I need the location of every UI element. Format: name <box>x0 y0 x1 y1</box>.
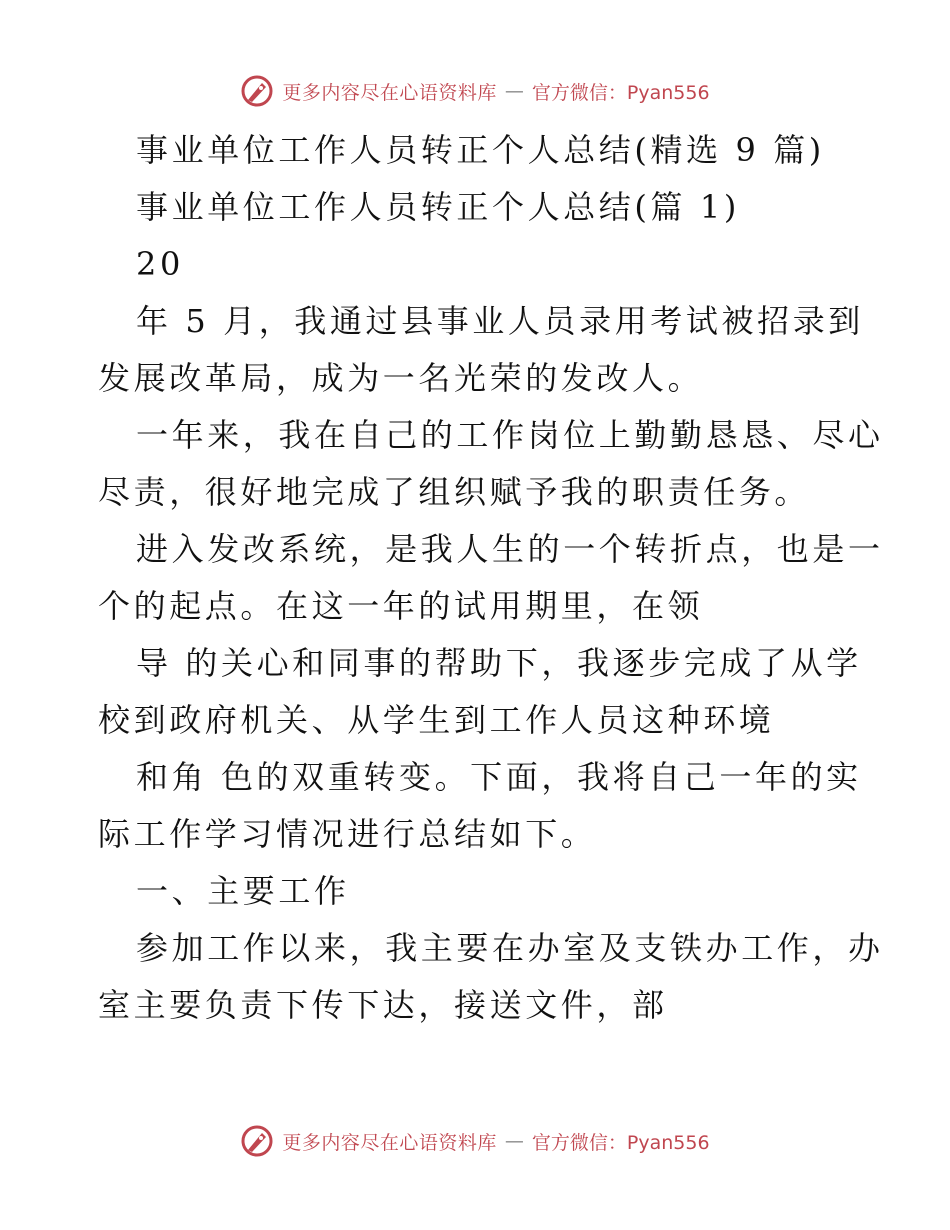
pen-nib-logo-icon <box>240 1124 274 1158</box>
document-line: 参加工作以来，我主要在办室及支铁办工作，办 <box>136 929 884 967</box>
header-watermark <box>0 74 950 108</box>
watermark-site-text: 更多内容尽在心语资料库 <box>282 1131 497 1154</box>
document-line: 事业单位工作人员转正个人总结(篇 1) <box>136 188 740 226</box>
footer-watermark <box>0 1124 950 1158</box>
document-line: 进入发改系统，是我人生的一个转折点，也是一 <box>136 530 884 568</box>
document-line: 和角 色的双重转变。下面，我将自己一年的实 <box>136 758 862 796</box>
watermark-separator: — <box>504 80 524 102</box>
document-line: 20 <box>136 245 184 283</box>
watermark-site-text: 更多内容尽在心语资料库 <box>282 81 497 104</box>
document-line: 发展改革局，成为一名光荣的发改人。 <box>98 359 704 397</box>
pen-nib-logo-icon <box>240 74 274 108</box>
document-line: 事业单位工作人员转正个人总结(精选 9 篇) <box>136 131 825 169</box>
document-body <box>98 122 884 1034</box>
document-line: 室主要负责下传下达，接送文件，部 <box>98 986 668 1024</box>
watermark-wechat-text: 官方微信：Pyan556 <box>531 81 710 104</box>
document-line: 一年来，我在自己的工作岗位上勤勤恳恳、尽心 <box>136 416 884 454</box>
document-line: 际工作学习情况进行总结如下。 <box>98 815 597 853</box>
watermark-separator: — <box>504 1130 524 1152</box>
document-line: 尽责，很好地完成了组织赋予我的职责任务。 <box>98 473 811 511</box>
watermark-wechat-text: 官方微信：Pyan556 <box>531 1131 710 1154</box>
document-line: 一、主要工作 <box>136 872 350 910</box>
document-line: 个的起点。在这一年的试用期里，在领 <box>98 587 704 625</box>
document-line: 导 的关心和同事的帮助下，我逐步完成了从学 <box>136 644 862 682</box>
document-line: 年 5 月，我通过县事业人员录用考试被招录到 <box>136 302 864 340</box>
document-line: 校到政府机关、从学生到工作人员这种环境 <box>98 701 775 739</box>
